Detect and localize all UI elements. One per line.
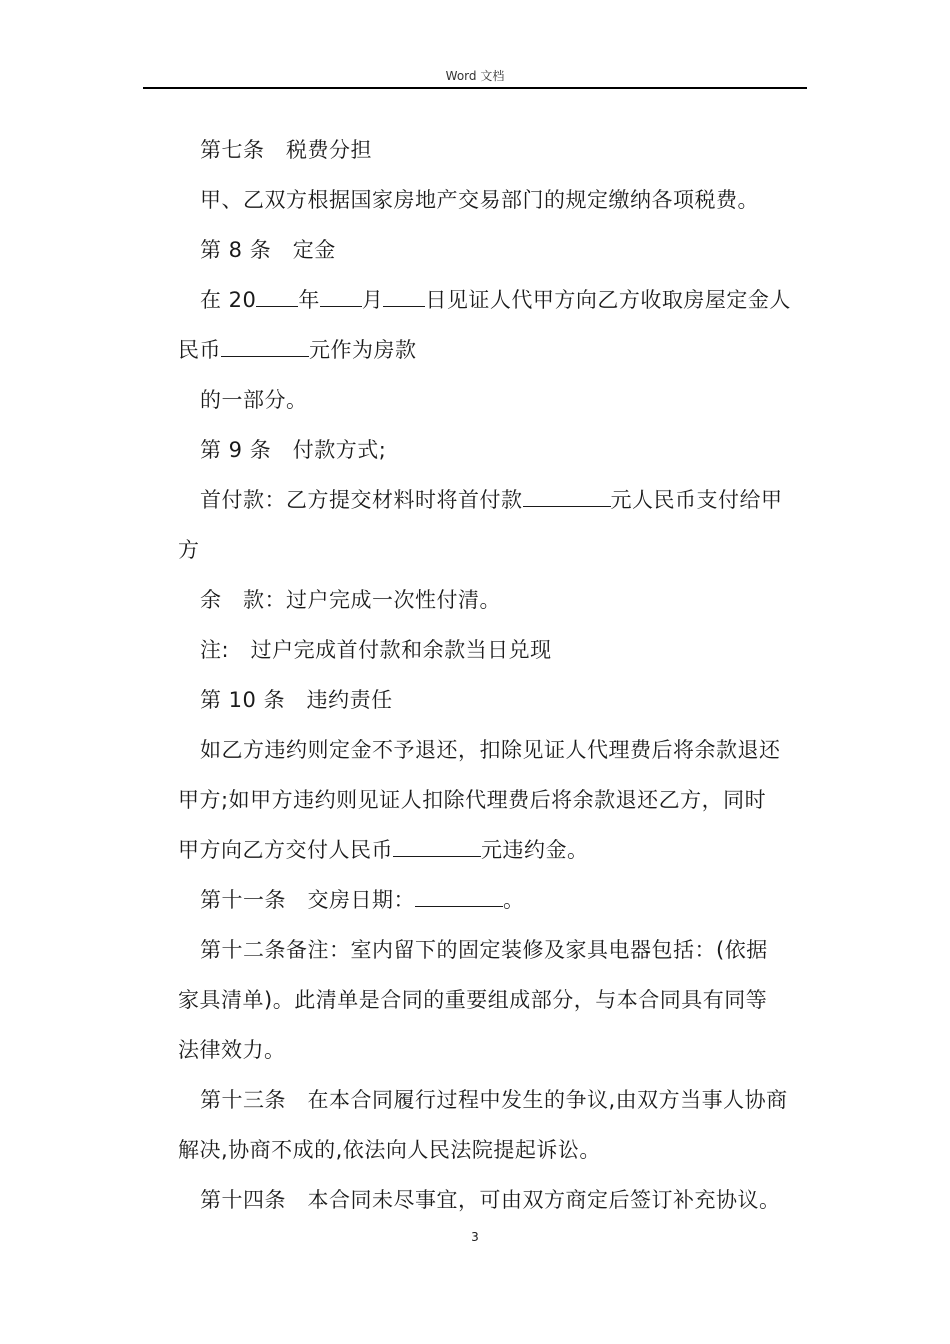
article-10-text-3 — [178, 836, 589, 864]
text-segment: 民币 — [178, 338, 221, 362]
balance-line: 余 款：过户完成一次性付清。 — [200, 588, 501, 612]
blank-month — [320, 286, 362, 307]
text-segment: 第十一条 交房日期： — [200, 888, 415, 912]
article-7-heading: 第七条 税费分担 — [200, 138, 372, 162]
blank-down-payment — [523, 486, 611, 507]
article-12-text-3: 法律效力。 — [178, 1038, 286, 1062]
blank-day — [383, 286, 425, 307]
article-10-heading: 第 10 条 违约责任 — [200, 688, 393, 712]
blank-penalty-amount — [393, 836, 481, 857]
article-10-text-2: 甲方;如甲方违约则见证人扣除代理费后将余款退还乙方，同时 — [178, 788, 767, 812]
article-8-date-line — [200, 286, 791, 314]
article-10-text-1: 如乙方违约则定金不予退还，扣除见证人代理费后将余款退还 — [200, 738, 781, 762]
article-11-line — [200, 886, 525, 914]
article-13-text-2: 解决,协商不成的,依法向人民法院提起诉讼。 — [178, 1138, 601, 1162]
article-8-amount-line — [178, 336, 417, 364]
down-payment-line-end: 方 — [178, 538, 200, 562]
blank-year — [256, 286, 298, 307]
page-header: Word 文档 — [445, 69, 505, 83]
text-segment: 月 — [361, 288, 384, 312]
article-12-text-2: 家具清单)。此清单是合同的重要组成部分，与本合同具有同等 — [178, 988, 768, 1012]
blank-handover-date — [415, 886, 503, 907]
article-12-text-1: 第十二条备注：室内留下的固定装修及家具电器包括：(依据 — [200, 938, 768, 962]
article-8-heading: 第 8 条 定金 — [200, 238, 336, 262]
blank-deposit-amount — [221, 336, 309, 357]
text-segment: 首付款：乙方提交材料时将首付款 — [200, 488, 523, 512]
text-segment: 甲方向乙方交付人民币 — [178, 838, 393, 862]
article-7-text: 甲、乙双方根据国家房地产交易部门的规定缴纳各项税费。 — [200, 188, 759, 212]
header-divider — [143, 87, 807, 89]
text-segment: 元违约金。 — [481, 838, 589, 862]
down-payment-line — [200, 486, 783, 514]
note-line: 注: 过户完成首付款和余款当日兑现 — [200, 638, 552, 662]
text-segment: 在 20 — [200, 288, 257, 312]
text-segment: 日见证人代甲方向乙方收取房屋定金人 — [425, 288, 791, 312]
article-9-heading: 第 9 条 付款方式; — [200, 438, 387, 462]
page-number: 3 — [471, 1230, 479, 1244]
text-segment: 元人民币支付给甲 — [610, 488, 783, 512]
text-segment: 。 — [503, 888, 525, 912]
article-14-text: 第十四条 本合同未尽事宜，可由双方商定后签订补充协议。 — [200, 1188, 781, 1212]
text-segment: 元作为房款 — [309, 338, 417, 362]
article-8-text-end: 的一部分。 — [200, 388, 308, 412]
article-13-text-1: 第十三条 在本合同履行过程中发生的争议,由双方当事人协商 — [200, 1088, 788, 1112]
text-segment: 年 — [298, 288, 320, 312]
